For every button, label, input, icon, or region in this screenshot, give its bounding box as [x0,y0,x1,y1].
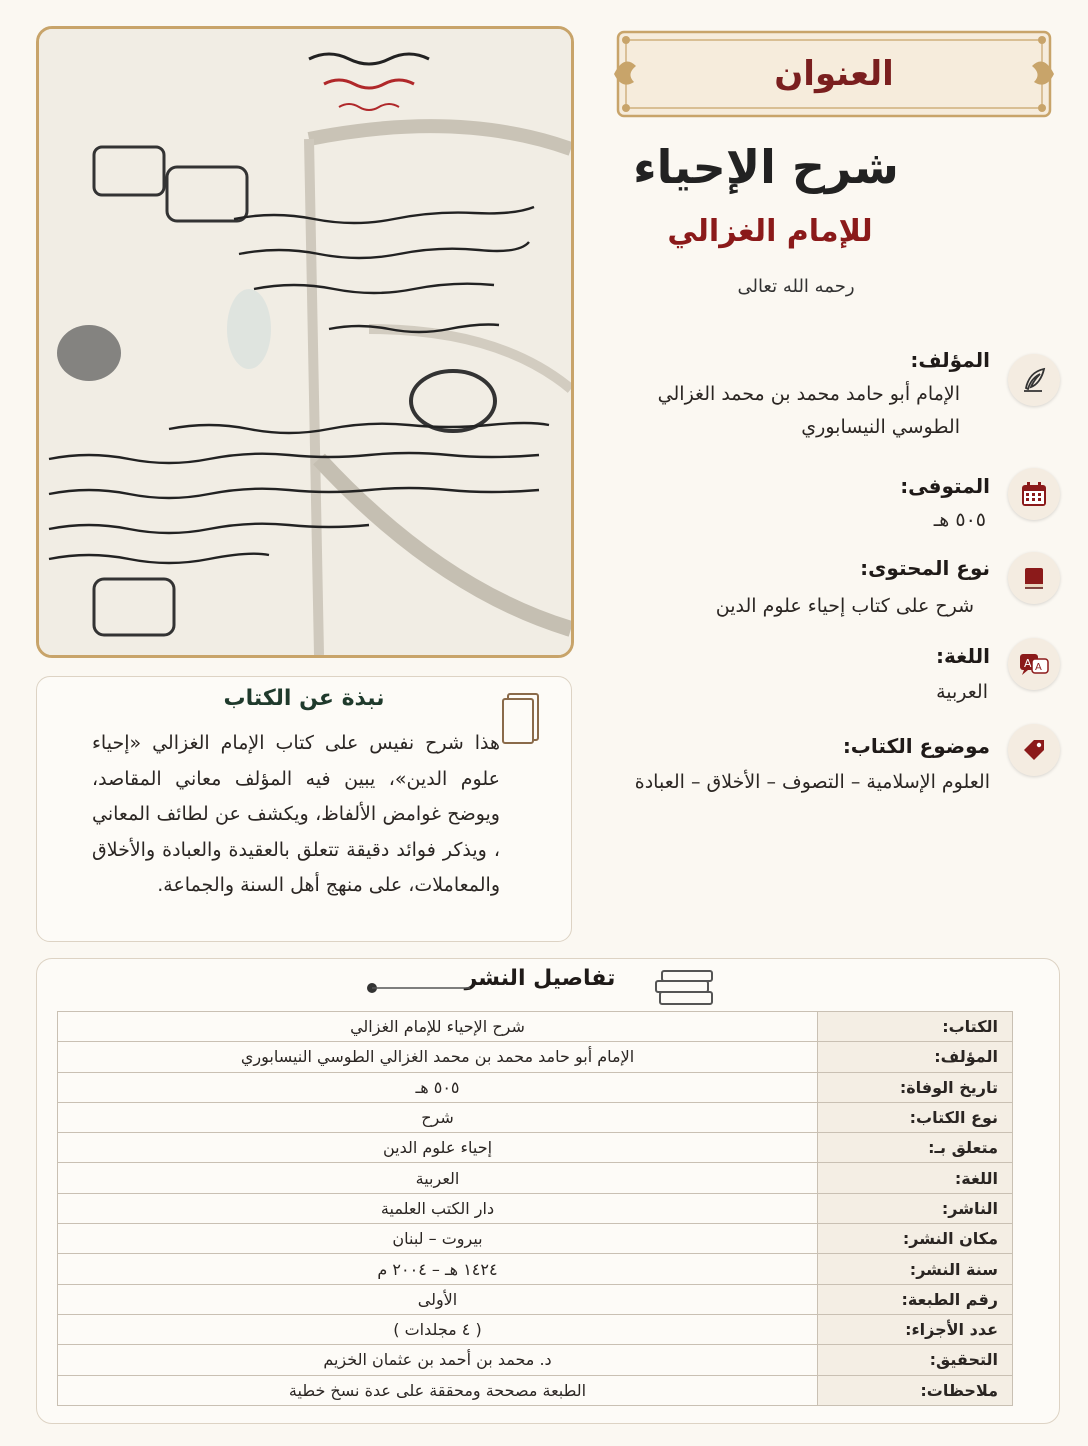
table-row [58,1012,1013,1042]
calendar-icon [1008,468,1060,520]
content-type-value: شرح على كتاب إحياء علوم الدين [715,595,974,617]
row-key: تاريخ الوفاة: [818,1072,1013,1102]
about-title: نبذة عن الكتاب [223,686,385,711]
table-row [58,1163,1013,1193]
row-key: نوع الكتاب: [818,1102,1013,1132]
manuscript-image [36,26,574,658]
table-row [58,1072,1013,1102]
row-key: اللغة: [818,1163,1013,1193]
row-value: شرح الإحياء للإمام الغزالي [58,1012,818,1042]
row-value: إحياء علوم الدين [58,1133,818,1163]
row-key: رقم الطبعة: [818,1284,1013,1314]
row-value: الإمام أبو حامد محمد بن محمد الغزالي الطوسي النيسابوري [58,1042,818,1072]
row-value: ( ٤ مجلدات ) [58,1314,818,1344]
table-row [58,1102,1013,1132]
row-key: مكان النشر: [818,1224,1013,1254]
language-icon [1008,638,1060,690]
death-value: ٥٠٥ هـ [933,509,986,531]
row-key: سنة النشر: [818,1254,1013,1284]
language-label: اللغة: [936,644,990,668]
publishing-table [57,1011,1013,1406]
table-row [58,1042,1013,1072]
table-row [58,1345,1013,1375]
author-value [540,378,960,444]
row-value: الطبعة مصححة ومحققة على عدة نسخ خطية [58,1375,818,1405]
table-row [58,1133,1013,1163]
banner-title: العنوان [774,54,894,94]
about-text: هذا شرح نفيس على كتاب الإمام الغزالي «إحياء علوم الدين»، يبين فيه المؤلف معاني المقاصد، ويوضح غوامض الألفاظ، ويكشف عن لطائف المعاني ، ويذكر فوائد دقيقة تتعلق بالعقيدة والعبادة والأخلاق والمعاملات، على منهج أهل السنة والجماعة. [92,732,500,896]
table-row [58,1375,1013,1405]
tag-icon [1008,724,1060,776]
subject-label: موضوع الكتاب: [842,734,990,758]
table-row [58,1254,1013,1284]
author-value-line-1: الإمام أبو حامد محمد بن محمد الغزالي [657,383,960,405]
row-value: ١٤٢٤ هـ – ٢٠٠٤ م [58,1254,818,1284]
svg-text:A: A [1035,662,1042,673]
svg-text:A: A [1024,657,1032,670]
row-value: العربية [58,1163,818,1193]
books-stack-icon [652,968,720,1008]
language-value: العربية [936,681,988,703]
row-value: شرح [58,1102,818,1132]
title-divider [362,978,472,998]
book-subtitle: للإمام الغزالي [667,214,873,249]
row-key: متعلق بـ: [818,1133,1013,1163]
row-value: ٥٠٥ هـ [58,1072,818,1102]
row-value: بيروت – لبنان [58,1224,818,1254]
publishing-title: تفاصيل النشر [464,966,616,991]
book-title: شرح الإحياء [633,140,899,194]
row-key: عدد الأجزاء: [818,1314,1013,1344]
table-row [58,1284,1013,1314]
row-key: التحقيق: [818,1345,1013,1375]
row-value: دار الكتب العلمية [58,1193,818,1223]
row-key: المؤلف: [818,1042,1013,1072]
row-value: الأولى [58,1284,818,1314]
death-label: المتوفى: [900,474,990,498]
table-row [58,1193,1013,1223]
content-type-label: نوع المحتوى: [860,556,990,580]
quill-icon [1008,354,1060,406]
author-label: المؤلف: [910,348,990,372]
book-icon [1008,552,1060,604]
row-value: د. محمد بن أحمد بن عثمان الخزيم [58,1345,818,1375]
row-key: ملاحظات: [818,1375,1013,1405]
subject-value: العلوم الإسلامية – التصوف – الأخلاق – العبادة [634,771,990,793]
row-key: الناشر: [818,1193,1013,1223]
manuscript-illustration [39,29,571,655]
author-value-line-2: الطوسي النيسابوري [801,416,960,438]
book-dua: رحمه الله تعالى [737,276,855,297]
table-row [58,1314,1013,1344]
table-row [58,1224,1013,1254]
row-key: الكتاب: [818,1012,1013,1042]
